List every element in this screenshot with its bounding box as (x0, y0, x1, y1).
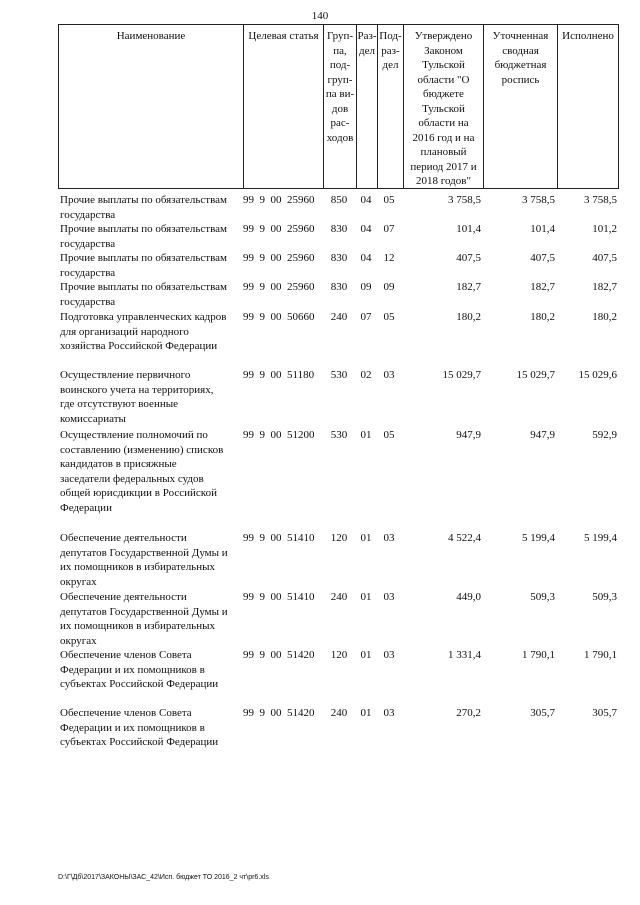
row-name-line: Прочие выплаты по обязательствам (60, 252, 227, 264)
row-podrazdel: 03 (383, 649, 395, 661)
row-name-line: Обеспечение членов Совета (60, 649, 192, 661)
row-name-line: Федерации и их помощников в (60, 721, 205, 734)
page-number: 140 (311, 10, 329, 22)
row-name-line: государства (60, 237, 116, 250)
row-name (60, 706, 236, 750)
row-approved: 15 029,7 (442, 369, 481, 381)
row-group: 120 (330, 532, 348, 544)
row-refined: 180,2 (530, 311, 555, 323)
header-group: Груп- па, под- груп- па ви- дов рас- ходов (323, 25, 356, 188)
row-name-line: государства (60, 208, 116, 221)
row-refined: 15 029,7 (516, 369, 555, 381)
row-group: 850 (330, 194, 348, 206)
row-podrazdel: 12 (383, 252, 395, 264)
row-name-line: округах (60, 575, 97, 588)
row-approved: 180,2 (456, 311, 481, 323)
row-executed: 3 758,5 (584, 194, 617, 206)
row-group: 240 (330, 707, 348, 719)
row-approved: 1 331,4 (448, 649, 481, 661)
row-name-line: для организаций народного (60, 325, 189, 338)
row-name-line: Обеспечение деятельности (60, 532, 187, 544)
row-razdel: 01 (360, 591, 372, 603)
row-podrazdel: 03 (383, 369, 395, 381)
table-header (58, 24, 619, 189)
row-name (60, 368, 236, 426)
row-name-line: государства (60, 266, 116, 279)
row-name (60, 280, 236, 309)
row-name-line: государства (60, 295, 116, 308)
row-name-line: Обеспечение членов Совета (60, 707, 192, 719)
row-podrazdel: 03 (383, 591, 395, 603)
row-approved: 270,2 (456, 707, 481, 719)
row-name-line: депутатов Государственной Думы и (60, 546, 228, 559)
row-approved: 947,9 (456, 429, 481, 441)
row-refined: 947,9 (530, 429, 555, 441)
header-name: Наименование (58, 25, 243, 188)
row-name-line: субъектах Российской Федерации (60, 678, 219, 690)
row-target-code: 99 9 00 51410 (243, 532, 315, 544)
row-name-line: Осуществление первичного (60, 369, 191, 381)
row-name-line: где отсутствуют военные (60, 398, 178, 410)
row-razdel: 01 (360, 707, 372, 719)
row-target-code: 99 9 00 51410 (243, 591, 315, 603)
row-name-line: округах (60, 634, 97, 647)
row-refined: 305,7 (530, 707, 555, 719)
row-name-line: общей юрисдикции в Российской (60, 487, 217, 499)
row-name-line: Осуществление полномочий по (60, 429, 208, 441)
row-name-line: Федерации и их помощников в (60, 663, 205, 676)
row-executed: 509,3 (592, 591, 617, 603)
row-name (60, 428, 236, 515)
row-group: 120 (330, 649, 348, 661)
row-name (60, 590, 236, 648)
row-group: 530 (330, 429, 348, 441)
row-razdel: 01 (360, 429, 372, 441)
row-name-line: Подготовка управленческих кадров (60, 311, 227, 323)
row-name-line: кандидатов в присяжные (60, 458, 177, 470)
row-name-line: Обеспечение деятельности (60, 591, 187, 603)
row-group: 830 (330, 252, 348, 264)
row-razdel: 04 (360, 223, 372, 235)
row-name-line: Прочие выплаты по обязательствам (60, 281, 227, 293)
row-target-code: 99 9 00 51420 (243, 649, 315, 661)
row-approved: 4 522,4 (448, 532, 481, 544)
row-executed: 182,7 (592, 281, 617, 293)
row-approved: 182,7 (456, 281, 481, 293)
row-target-code: 99 9 00 25960 (243, 281, 315, 293)
row-name (60, 531, 236, 589)
row-name-line: субъектах Российской Федерации (60, 736, 219, 748)
row-podrazdel: 05 (383, 429, 395, 441)
row-razdel: 04 (360, 194, 372, 206)
row-refined: 407,5 (530, 252, 555, 264)
row-name-line: Федерации (60, 501, 112, 514)
row-executed: 592,9 (592, 429, 617, 441)
row-approved: 101,4 (456, 223, 481, 235)
row-executed: 101,2 (592, 223, 617, 235)
row-target-code: 99 9 00 51420 (243, 707, 315, 719)
row-executed: 1 790,1 (584, 649, 617, 661)
header-executed: Исполнено (557, 25, 619, 188)
row-target-code: 99 9 00 51180 (243, 369, 315, 381)
row-target-code: 99 9 00 25960 (243, 223, 315, 235)
row-name (60, 310, 236, 354)
header-refined: Уточненная сводная бюджетная роспись (483, 25, 557, 188)
row-podrazdel: 09 (383, 281, 395, 293)
row-refined: 509,3 (530, 591, 555, 603)
row-name (60, 648, 236, 692)
header-razdel: Раз- дел (356, 25, 377, 188)
row-target-code: 99 9 00 25960 (243, 252, 315, 264)
row-name-line: составлению (изменению) списков (60, 443, 224, 456)
row-razdel: 02 (360, 369, 372, 381)
row-group: 830 (330, 281, 348, 293)
row-name (60, 251, 236, 280)
header-target: Целевая статья (243, 25, 323, 188)
row-name-line: Прочие выплаты по обязательствам (60, 223, 227, 235)
row-approved: 407,5 (456, 252, 481, 264)
file-path-footer: D:\Г\Дб\2017\ЗАКОНЫ\ЗАС_42\Исп. бюджет ТО 2016_2 чт\pr6.xls (58, 874, 269, 881)
row-group: 240 (330, 311, 348, 323)
row-podrazdel: 05 (383, 194, 395, 206)
row-refined: 182,7 (530, 281, 555, 293)
row-podrazdel: 05 (383, 311, 395, 323)
row-podrazdel: 03 (383, 707, 395, 719)
row-name-line: комиссариаты (60, 412, 126, 425)
row-razdel: 01 (360, 532, 372, 544)
row-group: 530 (330, 369, 348, 381)
row-group: 240 (330, 591, 348, 603)
row-target-code: 99 9 00 25960 (243, 194, 315, 206)
row-podrazdel: 07 (383, 223, 395, 235)
row-approved: 449,0 (456, 591, 481, 603)
row-group: 830 (330, 223, 348, 235)
row-executed: 305,7 (592, 707, 617, 719)
row-executed: 180,2 (592, 311, 617, 323)
row-target-code: 99 9 00 50660 (243, 311, 315, 323)
row-refined: 3 758,5 (522, 194, 555, 206)
row-razdel: 09 (360, 281, 372, 293)
row-name-line: их помощников в избирательных (60, 561, 215, 573)
row-name (60, 222, 236, 251)
row-name-line: депутатов Государственной Думы и (60, 605, 228, 618)
row-razdel: 04 (360, 252, 372, 264)
header-podrazdel: Под- раз- дел (377, 25, 403, 188)
row-name-line: воинского учета на территориях, (60, 383, 214, 396)
row-name-line: хозяйства Российской Федерации (60, 340, 218, 352)
row-refined: 5 199,4 (522, 532, 555, 544)
row-name (60, 193, 236, 222)
row-podrazdel: 03 (383, 532, 395, 544)
row-name-line: заседатели федеральных судов (60, 472, 204, 485)
row-refined: 101,4 (530, 223, 555, 235)
row-executed: 407,5 (592, 252, 617, 264)
row-approved: 3 758,5 (448, 194, 481, 206)
row-razdel: 07 (360, 311, 372, 323)
row-refined: 1 790,1 (522, 649, 555, 661)
header-approved: Утверждено Законом Тульской области "О бюджете Тульской области на 2016 год и на плановый период 2017 и 2018 годов" (403, 25, 483, 188)
row-target-code: 99 9 00 51200 (243, 429, 315, 441)
row-name-line: их помощников в избирательных (60, 620, 215, 632)
row-executed: 5 199,4 (584, 532, 617, 544)
row-razdel: 01 (360, 649, 372, 661)
row-executed: 15 029,6 (578, 369, 617, 381)
row-name-line: Прочие выплаты по обязательствам (60, 194, 227, 206)
